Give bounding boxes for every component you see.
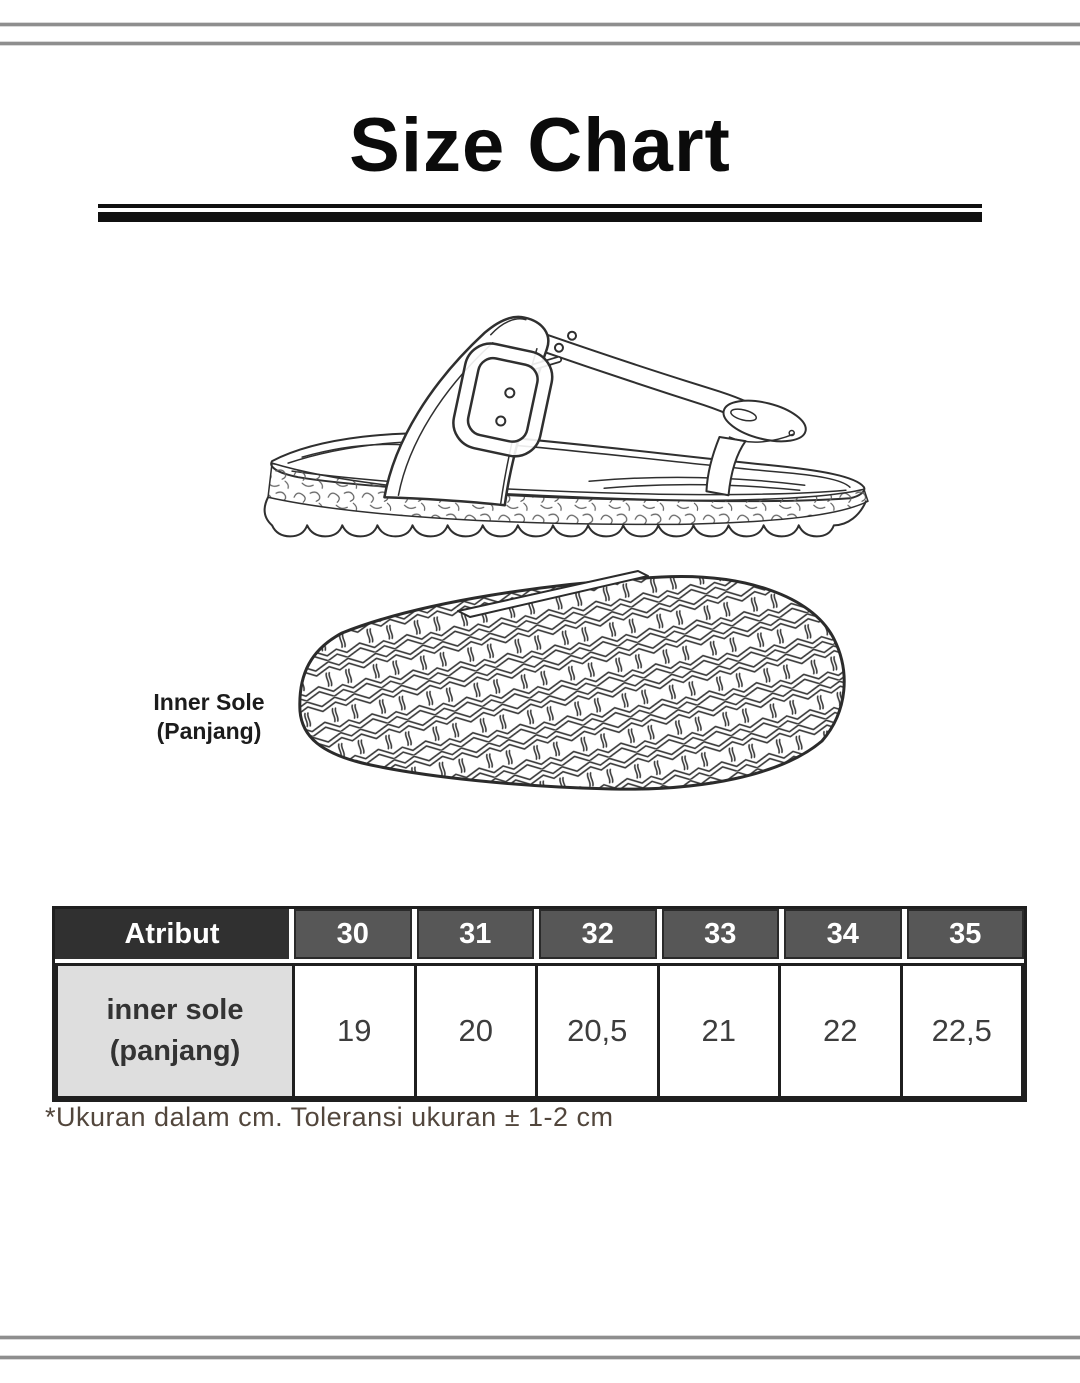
table-header-size-35: 35 (907, 909, 1025, 959)
size-value-cell-33: 21 (660, 966, 779, 1096)
inner-sole-illustration (272, 560, 852, 812)
table-header-atribut: Atribut (55, 909, 289, 959)
size-value-cell-30: 19 (295, 966, 414, 1096)
inner-sole-label-line1: Inner Sole (153, 689, 265, 715)
inner-sole-label-line2: (Panjang) (156, 718, 262, 745)
size-value-cell-31: 20 (417, 966, 536, 1096)
page-border-line-bottom-2 (0, 1355, 1080, 1360)
sandal-thin-strap (541, 335, 810, 449)
title-divider (98, 204, 982, 222)
size-footnote: *Ukuran dalam cm. Toleransi ukuran ± 1-2 cm (45, 1102, 614, 1132)
size-table (52, 906, 1027, 1102)
table-header-size-32: 32 (539, 909, 657, 959)
sandal-footbed (265, 433, 868, 536)
table-header-size-31: 31 (417, 909, 535, 959)
table-header-size-33: 33 (662, 909, 780, 959)
size-value-cell-34: 22 (781, 966, 900, 1096)
attribute-line2: (panjang) (109, 1035, 241, 1067)
size-table-header-row (55, 909, 1024, 959)
attribute-line1: inner sole (106, 994, 244, 1027)
sandal-side-illustration (258, 290, 880, 552)
page-border-line-top-1 (0, 22, 1080, 27)
table-header-size-30: 30 (294, 909, 412, 959)
title-divider-thin-line (98, 204, 982, 208)
page-title: Size Chart (349, 103, 731, 188)
title-divider-thick-line (98, 212, 982, 222)
size-table-body-row (55, 963, 1024, 1099)
table-attribute-cell (58, 966, 292, 1096)
size-value-cell-35: 22,5 (903, 966, 1022, 1096)
inner-sole-label (148, 688, 270, 747)
size-value-cell-32: 20,5 (538, 966, 657, 1096)
inner-sole-outline (300, 577, 844, 790)
page-border-line-top-2 (0, 41, 1080, 46)
table-header-size-34: 34 (784, 909, 902, 959)
page-border-line-bottom-1 (0, 1335, 1080, 1340)
